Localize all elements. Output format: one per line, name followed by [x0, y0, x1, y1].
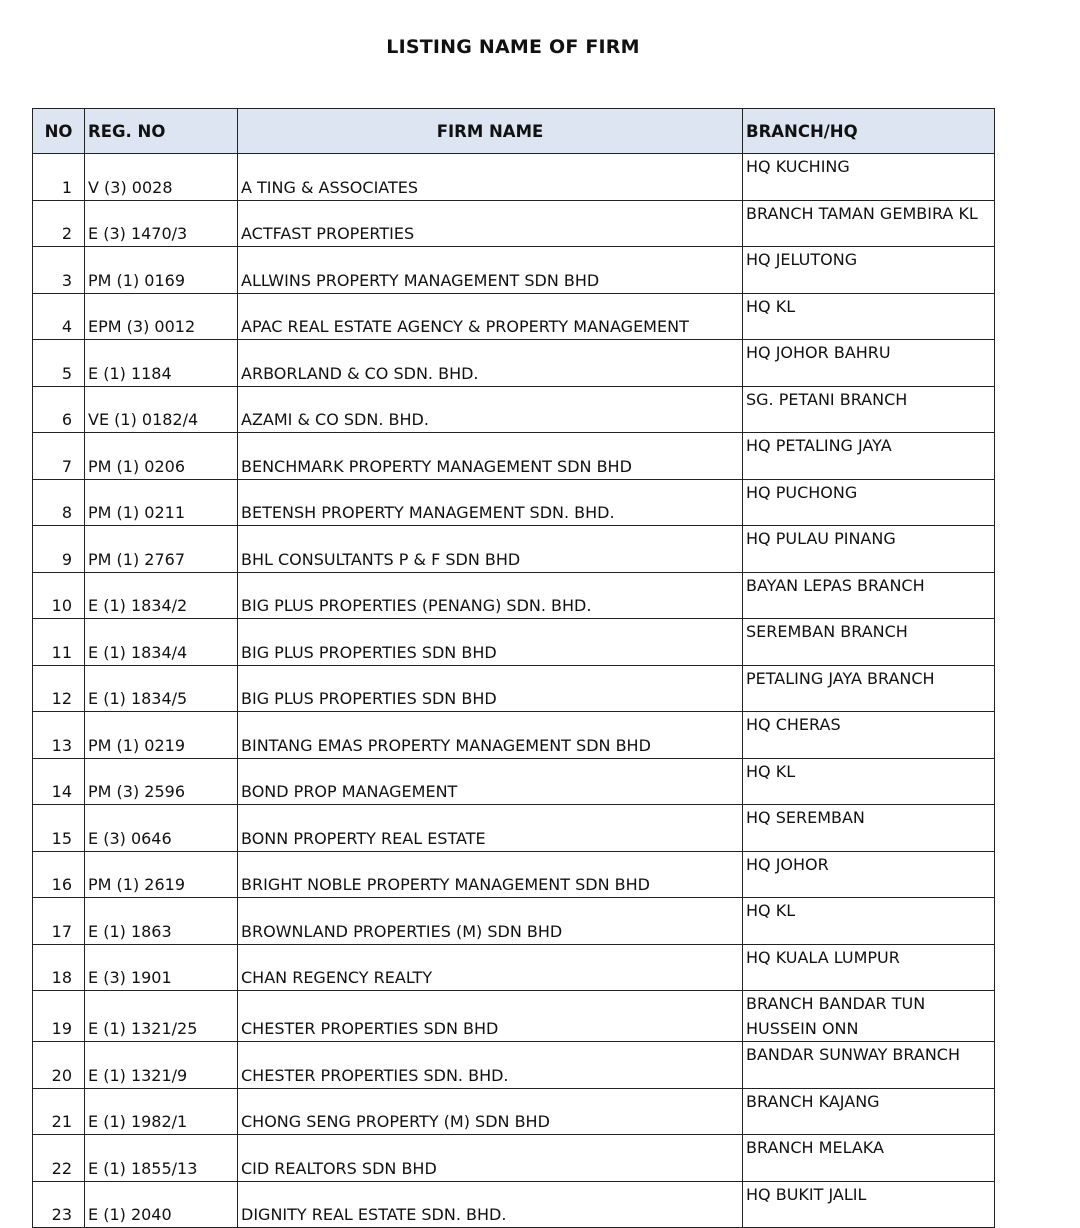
firm-name-cell: CID REALTORS SDN BHD [238, 1135, 743, 1182]
row-number: 1 [33, 154, 85, 201]
branch-cell: SG. PETANI BRANCH [743, 386, 995, 433]
row-number: 3 [33, 247, 85, 294]
firm-name-cell: BIG PLUS PROPERTIES SDN BHD [238, 665, 743, 712]
branch-cell: HQ KL [743, 758, 995, 805]
table-header-row [33, 109, 995, 154]
branch-cell: HQ PULAU PINANG [743, 526, 995, 573]
row-number: 13 [33, 712, 85, 759]
page-title: LISTING NAME OF FIRM [386, 36, 640, 58]
branch-cell: HQ KUCHING [743, 154, 995, 201]
reg-no-cell: E (1) 1834/5 [85, 665, 238, 712]
branch-cell: HQ KUALA LUMPUR [743, 944, 995, 991]
branch-cell: HQ KL [743, 293, 995, 340]
firm-name-cell: CHAN REGENCY REALTY [238, 944, 743, 991]
reg-no-cell: E (1) 1855/13 [85, 1135, 238, 1182]
reg-no-cell: V (3) 0028 [85, 154, 238, 201]
firm-name-cell: A TING & ASSOCIATES [238, 154, 743, 201]
row-number: 16 [33, 851, 85, 898]
table-row [33, 572, 995, 619]
table-row [33, 665, 995, 712]
table-row [33, 293, 995, 340]
row-number: 12 [33, 665, 85, 712]
firm-name-cell: CHESTER PROPERTIES SDN BHD [238, 991, 743, 1042]
branch-cell: BRANCH MELAKA [743, 1135, 995, 1182]
table-row [33, 851, 995, 898]
firm-name-cell: ACTFAST PROPERTIES [238, 200, 743, 247]
reg-no-cell: PM (1) 0206 [85, 433, 238, 480]
reg-no-cell: E (1) 1834/4 [85, 619, 238, 666]
branch-cell: PETALING JAYA BRANCH [743, 665, 995, 712]
row-number: 9 [33, 526, 85, 573]
table-row [33, 1181, 995, 1228]
table-row [33, 805, 995, 852]
reg-no-cell: PM (1) 2767 [85, 526, 238, 573]
firm-name-cell: APAC REAL ESTATE AGENCY & PROPERTY MANAGEMENT [238, 293, 743, 340]
firm-name-cell: CHESTER PROPERTIES SDN. BHD. [238, 1042, 743, 1089]
firm-name-cell: BONN PROPERTY REAL ESTATE [238, 805, 743, 852]
column-header-firm-name: FIRM NAME [238, 109, 743, 154]
branch-cell: HQ JOHOR BAHRU [743, 340, 995, 387]
branch-cell: BANDAR SUNWAY BRANCH [743, 1042, 995, 1089]
column-header-branch-hq: BRANCH/HQ [743, 109, 995, 154]
firm-name-cell: BROWNLAND PROPERTIES (M) SDN BHD [238, 898, 743, 945]
reg-no-cell: PM (1) 0169 [85, 247, 238, 294]
row-number: 21 [33, 1088, 85, 1135]
reg-no-cell: E (1) 2040 [85, 1181, 238, 1228]
column-header-reg-no: REG. NO [85, 109, 238, 154]
table-row [33, 712, 995, 759]
row-number: 22 [33, 1135, 85, 1182]
table-row [33, 1042, 995, 1089]
row-number: 19 [33, 991, 85, 1042]
row-number: 5 [33, 340, 85, 387]
firm-name-cell: BOND PROP MANAGEMENT [238, 758, 743, 805]
row-number: 4 [33, 293, 85, 340]
reg-no-cell: E (3) 0646 [85, 805, 238, 852]
reg-no-cell: E (1) 1982/1 [85, 1088, 238, 1135]
row-number: 7 [33, 433, 85, 480]
reg-no-cell: E (3) 1470/3 [85, 200, 238, 247]
row-number: 17 [33, 898, 85, 945]
firm-name-cell: CHONG SENG PROPERTY (M) SDN BHD [238, 1088, 743, 1135]
table-row [33, 433, 995, 480]
branch-cell: HQ PETALING JAYA [743, 433, 995, 480]
column-header-no: NO [33, 109, 85, 154]
branch-cell: HQ SEREMBAN [743, 805, 995, 852]
branch-cell: BRANCH TAMAN GEMBIRA KL [743, 200, 995, 247]
row-number: 18 [33, 944, 85, 991]
table-row [33, 386, 995, 433]
firm-name-cell: BRIGHT NOBLE PROPERTY MANAGEMENT SDN BHD [238, 851, 743, 898]
firm-name-cell: BINTANG EMAS PROPERTY MANAGEMENT SDN BHD [238, 712, 743, 759]
table-row [33, 340, 995, 387]
row-number: 23 [33, 1181, 85, 1228]
reg-no-cell: PM (1) 0211 [85, 479, 238, 526]
branch-cell: BRANCH KAJANG [743, 1088, 995, 1135]
table-row [33, 619, 995, 666]
branch-cell: HQ KL [743, 898, 995, 945]
reg-no-cell: E (1) 1863 [85, 898, 238, 945]
branch-cell: SEREMBAN BRANCH [743, 619, 995, 666]
row-number: 10 [33, 572, 85, 619]
firm-name-cell: AZAMI & CO SDN. BHD. [238, 386, 743, 433]
branch-cell: BAYAN LEPAS BRANCH [743, 572, 995, 619]
reg-no-cell: EPM (3) 0012 [85, 293, 238, 340]
reg-no-cell: E (1) 1184 [85, 340, 238, 387]
table-row [33, 1088, 995, 1135]
branch-cell: BRANCH BANDAR TUN HUSSEIN ONN [743, 991, 995, 1042]
row-number: 2 [33, 200, 85, 247]
table-row [33, 247, 995, 294]
firm-name-cell: ARBORLAND & CO SDN. BHD. [238, 340, 743, 387]
reg-no-cell: E (1) 1321/9 [85, 1042, 238, 1089]
firm-name-cell: BENCHMARK PROPERTY MANAGEMENT SDN BHD [238, 433, 743, 480]
branch-cell: HQ JOHOR [743, 851, 995, 898]
reg-no-cell: PM (1) 0219 [85, 712, 238, 759]
table-row [33, 898, 995, 945]
branch-cell: HQ JELUTONG [743, 247, 995, 294]
branch-cell: HQ CHERAS [743, 712, 995, 759]
reg-no-cell: E (1) 1321/25 [85, 991, 238, 1042]
table-row [33, 200, 995, 247]
row-number: 8 [33, 479, 85, 526]
firm-name-cell: BHL CONSULTANTS P & F SDN BHD [238, 526, 743, 573]
row-number: 6 [33, 386, 85, 433]
row-number: 15 [33, 805, 85, 852]
table-row [33, 154, 995, 201]
table-body [33, 154, 995, 1228]
row-number: 20 [33, 1042, 85, 1089]
table-row [33, 991, 995, 1042]
table-row [33, 944, 995, 991]
firm-name-cell: BIG PLUS PROPERTIES SDN BHD [238, 619, 743, 666]
reg-no-cell: PM (1) 2619 [85, 851, 238, 898]
branch-cell: HQ BUKIT JALIL [743, 1181, 995, 1228]
firm-name-cell: DIGNITY REAL ESTATE SDN. BHD. [238, 1181, 743, 1228]
table-row [33, 526, 995, 573]
branch-cell: HQ PUCHONG [743, 479, 995, 526]
reg-no-cell: PM (3) 2596 [85, 758, 238, 805]
firm-name-cell: BIG PLUS PROPERTIES (PENANG) SDN. BHD. [238, 572, 743, 619]
firm-table [32, 108, 995, 1228]
table-row [33, 758, 995, 805]
table-row [33, 1135, 995, 1182]
row-number: 11 [33, 619, 85, 666]
reg-no-cell: E (3) 1901 [85, 944, 238, 991]
firm-name-cell: ALLWINS PROPERTY MANAGEMENT SDN BHD [238, 247, 743, 294]
reg-no-cell: VE (1) 0182/4 [85, 386, 238, 433]
table-row [33, 479, 995, 526]
firm-name-cell: BETENSH PROPERTY MANAGEMENT SDN. BHD. [238, 479, 743, 526]
row-number: 14 [33, 758, 85, 805]
reg-no-cell: E (1) 1834/2 [85, 572, 238, 619]
